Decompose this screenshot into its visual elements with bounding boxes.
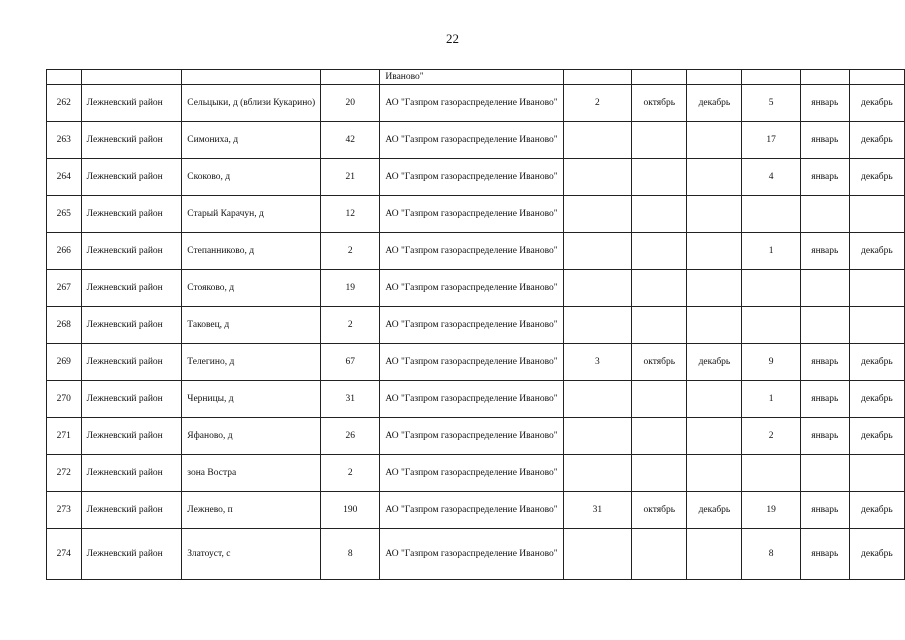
table-row xyxy=(47,529,905,580)
row-number-cell: 266 xyxy=(47,233,82,270)
settlement-cell: Симониха, д xyxy=(182,122,321,159)
value-cell: 4 xyxy=(742,159,800,196)
row-number-cell: 265 xyxy=(47,196,82,233)
row-number-cell: 269 xyxy=(47,344,82,381)
month-start-cell xyxy=(800,307,849,344)
organization-cell: АО "Газпром газораспределение Иваново" xyxy=(380,307,563,344)
month-end-cell xyxy=(687,418,742,455)
table-cell xyxy=(182,70,321,85)
table-row xyxy=(47,492,905,529)
table-cell xyxy=(563,70,632,85)
table-row xyxy=(47,85,905,122)
month-end-cell xyxy=(687,122,742,159)
row-number-cell: 264 xyxy=(47,159,82,196)
month-end-cell: декабрь xyxy=(849,159,904,196)
count-cell: 8 xyxy=(321,529,380,580)
table-cell xyxy=(742,70,800,85)
count-cell: 12 xyxy=(321,196,380,233)
count-cell: 2 xyxy=(321,307,380,344)
month-start-cell: январь xyxy=(800,381,849,418)
table-cell xyxy=(47,70,82,85)
month-end-cell xyxy=(687,196,742,233)
value-cell: 9 xyxy=(742,344,800,381)
organization-cell: АО "Газпром газораспределение Иваново" xyxy=(380,233,563,270)
table-cell xyxy=(800,70,849,85)
month-end-cell: декабрь xyxy=(687,344,742,381)
count-cell: 20 xyxy=(321,85,380,122)
table-cell xyxy=(81,70,182,85)
district-cell: Лежневский район xyxy=(81,529,182,580)
month-end-cell: декабрь xyxy=(849,381,904,418)
month-end-cell xyxy=(687,270,742,307)
settlement-cell: Стояково, д xyxy=(182,270,321,307)
month-start-cell: январь xyxy=(800,122,849,159)
month-start-cell xyxy=(632,233,687,270)
month-start-cell xyxy=(632,418,687,455)
organization-cell: Иваново" xyxy=(380,70,563,85)
value-cell: 5 xyxy=(742,85,800,122)
month-start-cell: октябрь xyxy=(632,492,687,529)
table-cell xyxy=(632,70,687,85)
table-row xyxy=(47,418,905,455)
month-end-cell xyxy=(687,529,742,580)
row-number-cell: 270 xyxy=(47,381,82,418)
month-start-cell xyxy=(632,122,687,159)
value-cell xyxy=(563,381,632,418)
month-start-cell: январь xyxy=(800,85,849,122)
row-number-cell: 267 xyxy=(47,270,82,307)
month-end-cell: декабрь xyxy=(687,85,742,122)
value-cell xyxy=(563,529,632,580)
organization-cell: АО "Газпром газораспределение Иваново" xyxy=(380,529,563,580)
page-number: 22 xyxy=(446,31,459,46)
value-cell: 31 xyxy=(563,492,632,529)
month-end-cell: декабрь xyxy=(849,344,904,381)
organization-cell: АО "Газпром газораспределение Иваново" xyxy=(380,85,563,122)
count-cell: 21 xyxy=(321,159,380,196)
settlements-table xyxy=(46,69,905,580)
month-end-cell: декабрь xyxy=(849,233,904,270)
month-end-cell xyxy=(849,270,904,307)
value-cell xyxy=(742,196,800,233)
month-end-cell: декабрь xyxy=(849,418,904,455)
value-cell xyxy=(563,455,632,492)
month-start-cell: октябрь xyxy=(632,85,687,122)
count-cell: 2 xyxy=(321,233,380,270)
month-end-cell: декабрь xyxy=(849,529,904,580)
month-start-cell: январь xyxy=(800,159,849,196)
table-row xyxy=(47,344,905,381)
district-cell: Лежневский район xyxy=(81,381,182,418)
month-end-cell xyxy=(849,307,904,344)
month-start-cell: январь xyxy=(800,529,849,580)
month-start-cell xyxy=(632,159,687,196)
count-cell: 31 xyxy=(321,381,380,418)
table-row xyxy=(47,270,905,307)
month-end-cell: декабрь xyxy=(687,492,742,529)
district-cell: Лежневский район xyxy=(81,270,182,307)
organization-cell: АО "Газпром газораспределение Иваново" xyxy=(380,455,563,492)
count-cell: 67 xyxy=(321,344,380,381)
value-cell xyxy=(563,270,632,307)
value-cell xyxy=(563,418,632,455)
count-cell: 42 xyxy=(321,122,380,159)
value-cell xyxy=(563,196,632,233)
district-cell: Лежневский район xyxy=(81,455,182,492)
district-cell: Лежневский район xyxy=(81,85,182,122)
month-start-cell xyxy=(632,196,687,233)
month-end-cell xyxy=(687,307,742,344)
settlement-cell: Черницы, д xyxy=(182,381,321,418)
organization-cell: АО "Газпром газораспределение Иваново" xyxy=(380,381,563,418)
value-cell xyxy=(563,307,632,344)
month-end-cell: декабрь xyxy=(849,492,904,529)
value-cell: 2 xyxy=(563,85,632,122)
month-end-cell xyxy=(687,381,742,418)
value-cell xyxy=(563,122,632,159)
settlement-cell: Яфаново, д xyxy=(182,418,321,455)
table-row xyxy=(47,233,905,270)
organization-cell: АО "Газпром газораспределение Иваново" xyxy=(380,344,563,381)
value-cell xyxy=(563,159,632,196)
month-end-cell xyxy=(687,233,742,270)
district-cell: Лежневский район xyxy=(81,159,182,196)
month-start-cell xyxy=(632,529,687,580)
month-end-cell xyxy=(687,159,742,196)
row-number-cell: 271 xyxy=(47,418,82,455)
district-cell: Лежневский район xyxy=(81,344,182,381)
count-cell: 26 xyxy=(321,418,380,455)
table-cell xyxy=(687,70,742,85)
month-start-cell xyxy=(800,270,849,307)
value-cell: 8 xyxy=(742,529,800,580)
count-cell: 2 xyxy=(321,455,380,492)
settlement-cell: Сельцыки, д (вблизи Кукарино) xyxy=(182,85,321,122)
month-start-cell: январь xyxy=(800,492,849,529)
value-cell: 1 xyxy=(742,381,800,418)
district-cell: Лежневский район xyxy=(81,122,182,159)
month-end-cell xyxy=(849,455,904,492)
table-cell xyxy=(849,70,904,85)
settlement-cell: Скоково, д xyxy=(182,159,321,196)
month-end-cell: декабрь xyxy=(849,85,904,122)
month-start-cell xyxy=(632,270,687,307)
table-row xyxy=(47,381,905,418)
month-start-cell: январь xyxy=(800,344,849,381)
continuation-row xyxy=(47,70,905,85)
table-row xyxy=(47,159,905,196)
organization-cell: АО "Газпром газораспределение Иваново" xyxy=(380,418,563,455)
organization-cell: АО "Газпром газораспределение Иваново" xyxy=(380,159,563,196)
row-number-cell: 263 xyxy=(47,122,82,159)
organization-cell: АО "Газпром газораспределение Иваново" xyxy=(380,492,563,529)
month-start-cell xyxy=(800,455,849,492)
month-start-cell xyxy=(800,196,849,233)
month-end-cell xyxy=(687,455,742,492)
table-cell xyxy=(321,70,380,85)
month-end-cell xyxy=(849,196,904,233)
organization-cell: АО "Газпром газораспределение Иваново" xyxy=(380,196,563,233)
value-cell xyxy=(742,307,800,344)
row-number-cell: 268 xyxy=(47,307,82,344)
district-cell: Лежневский район xyxy=(81,307,182,344)
month-end-cell: декабрь xyxy=(849,122,904,159)
settlement-cell: Лежнево, п xyxy=(182,492,321,529)
month-start-cell xyxy=(632,381,687,418)
month-start-cell: январь xyxy=(800,233,849,270)
settlement-cell: Старый Карачун, д xyxy=(182,196,321,233)
value-cell xyxy=(742,270,800,307)
settlement-cell: Таковец, д xyxy=(182,307,321,344)
settlement-cell: Златоуст, с xyxy=(182,529,321,580)
row-number-cell: 273 xyxy=(47,492,82,529)
table-row xyxy=(47,307,905,344)
value-cell: 2 xyxy=(742,418,800,455)
row-number-cell: 262 xyxy=(47,85,82,122)
month-start-cell xyxy=(632,307,687,344)
settlement-cell: Телегино, д xyxy=(182,344,321,381)
settlement-cell: Степанниково, д xyxy=(182,233,321,270)
table-row xyxy=(47,122,905,159)
organization-cell: АО "Газпром газораспределение Иваново" xyxy=(380,270,563,307)
organization-cell: АО "Газпром газораспределение Иваново" xyxy=(380,122,563,159)
value-cell: 19 xyxy=(742,492,800,529)
table-row xyxy=(47,455,905,492)
month-start-cell xyxy=(632,455,687,492)
value-cell: 17 xyxy=(742,122,800,159)
settlement-cell: зона Востра xyxy=(182,455,321,492)
value-cell xyxy=(563,233,632,270)
value-cell: 3 xyxy=(563,344,632,381)
row-number-cell: 272 xyxy=(47,455,82,492)
district-cell: Лежневский район xyxy=(81,418,182,455)
value-cell xyxy=(742,455,800,492)
district-cell: Лежневский район xyxy=(81,492,182,529)
value-cell: 1 xyxy=(742,233,800,270)
month-start-cell: январь xyxy=(800,418,849,455)
district-cell: Лежневский район xyxy=(81,196,182,233)
row-number-cell: 274 xyxy=(47,529,82,580)
month-start-cell: октябрь xyxy=(632,344,687,381)
table-row xyxy=(47,196,905,233)
count-cell: 190 xyxy=(321,492,380,529)
count-cell: 19 xyxy=(321,270,380,307)
district-cell: Лежневский район xyxy=(81,233,182,270)
